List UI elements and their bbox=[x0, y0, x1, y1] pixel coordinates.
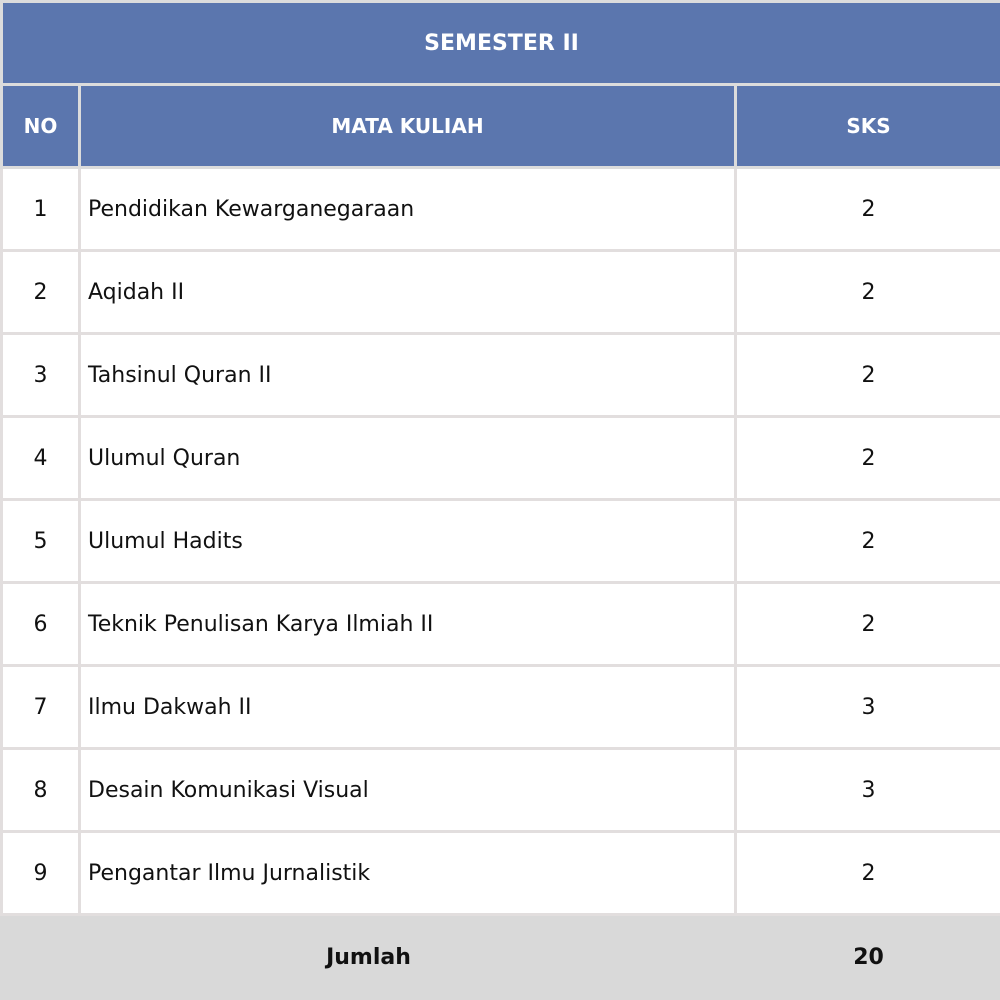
header-no: NO bbox=[2, 85, 80, 168]
row-course: Aqidah II bbox=[80, 251, 736, 334]
row-course: Desain Komunikasi Visual bbox=[80, 749, 736, 832]
table-row bbox=[2, 251, 1000, 334]
header-course: MATA KULIAH bbox=[80, 85, 736, 168]
header-credits: SKS bbox=[736, 85, 1000, 168]
row-no: 9 bbox=[2, 832, 80, 915]
row-course: Ulumul Quran bbox=[80, 417, 736, 500]
total-label: Jumlah bbox=[2, 915, 736, 1000]
row-credits: 2 bbox=[736, 417, 1000, 500]
row-no: 2 bbox=[2, 251, 80, 334]
table-row bbox=[2, 666, 1000, 749]
row-credits: 2 bbox=[736, 334, 1000, 417]
row-course: Pengantar Ilmu Jurnalistik bbox=[80, 832, 736, 915]
row-credits: 2 bbox=[736, 500, 1000, 583]
row-credits: 3 bbox=[736, 749, 1000, 832]
row-credits: 3 bbox=[736, 666, 1000, 749]
table-row bbox=[2, 168, 1000, 251]
row-no: 3 bbox=[2, 334, 80, 417]
row-credits: 2 bbox=[736, 168, 1000, 251]
table-row bbox=[2, 832, 1000, 915]
row-course: Ulumul Hadits bbox=[80, 500, 736, 583]
row-no: 8 bbox=[2, 749, 80, 832]
table-row bbox=[2, 417, 1000, 500]
table-title: SEMESTER II bbox=[2, 2, 1000, 85]
row-credits: 2 bbox=[736, 832, 1000, 915]
total-value: 20 bbox=[736, 915, 1000, 1000]
row-course: Ilmu Dakwah II bbox=[80, 666, 736, 749]
row-no: 1 bbox=[2, 168, 80, 251]
row-credits: 2 bbox=[736, 251, 1000, 334]
row-no: 4 bbox=[2, 417, 80, 500]
table-total-row bbox=[2, 915, 1000, 1000]
table-row bbox=[2, 583, 1000, 666]
table-row bbox=[2, 500, 1000, 583]
row-course: Teknik Penulisan Karya Ilmiah II bbox=[80, 583, 736, 666]
table-row bbox=[2, 749, 1000, 832]
row-credits: 2 bbox=[736, 583, 1000, 666]
table-row bbox=[2, 334, 1000, 417]
row-no: 5 bbox=[2, 500, 80, 583]
row-course: Tahsinul Quran II bbox=[80, 334, 736, 417]
table-title-row bbox=[2, 2, 1000, 85]
table-header-row bbox=[2, 85, 1000, 168]
row-course: Pendidikan Kewarganegaraan bbox=[80, 168, 736, 251]
row-no: 7 bbox=[2, 666, 80, 749]
row-no: 6 bbox=[2, 583, 80, 666]
